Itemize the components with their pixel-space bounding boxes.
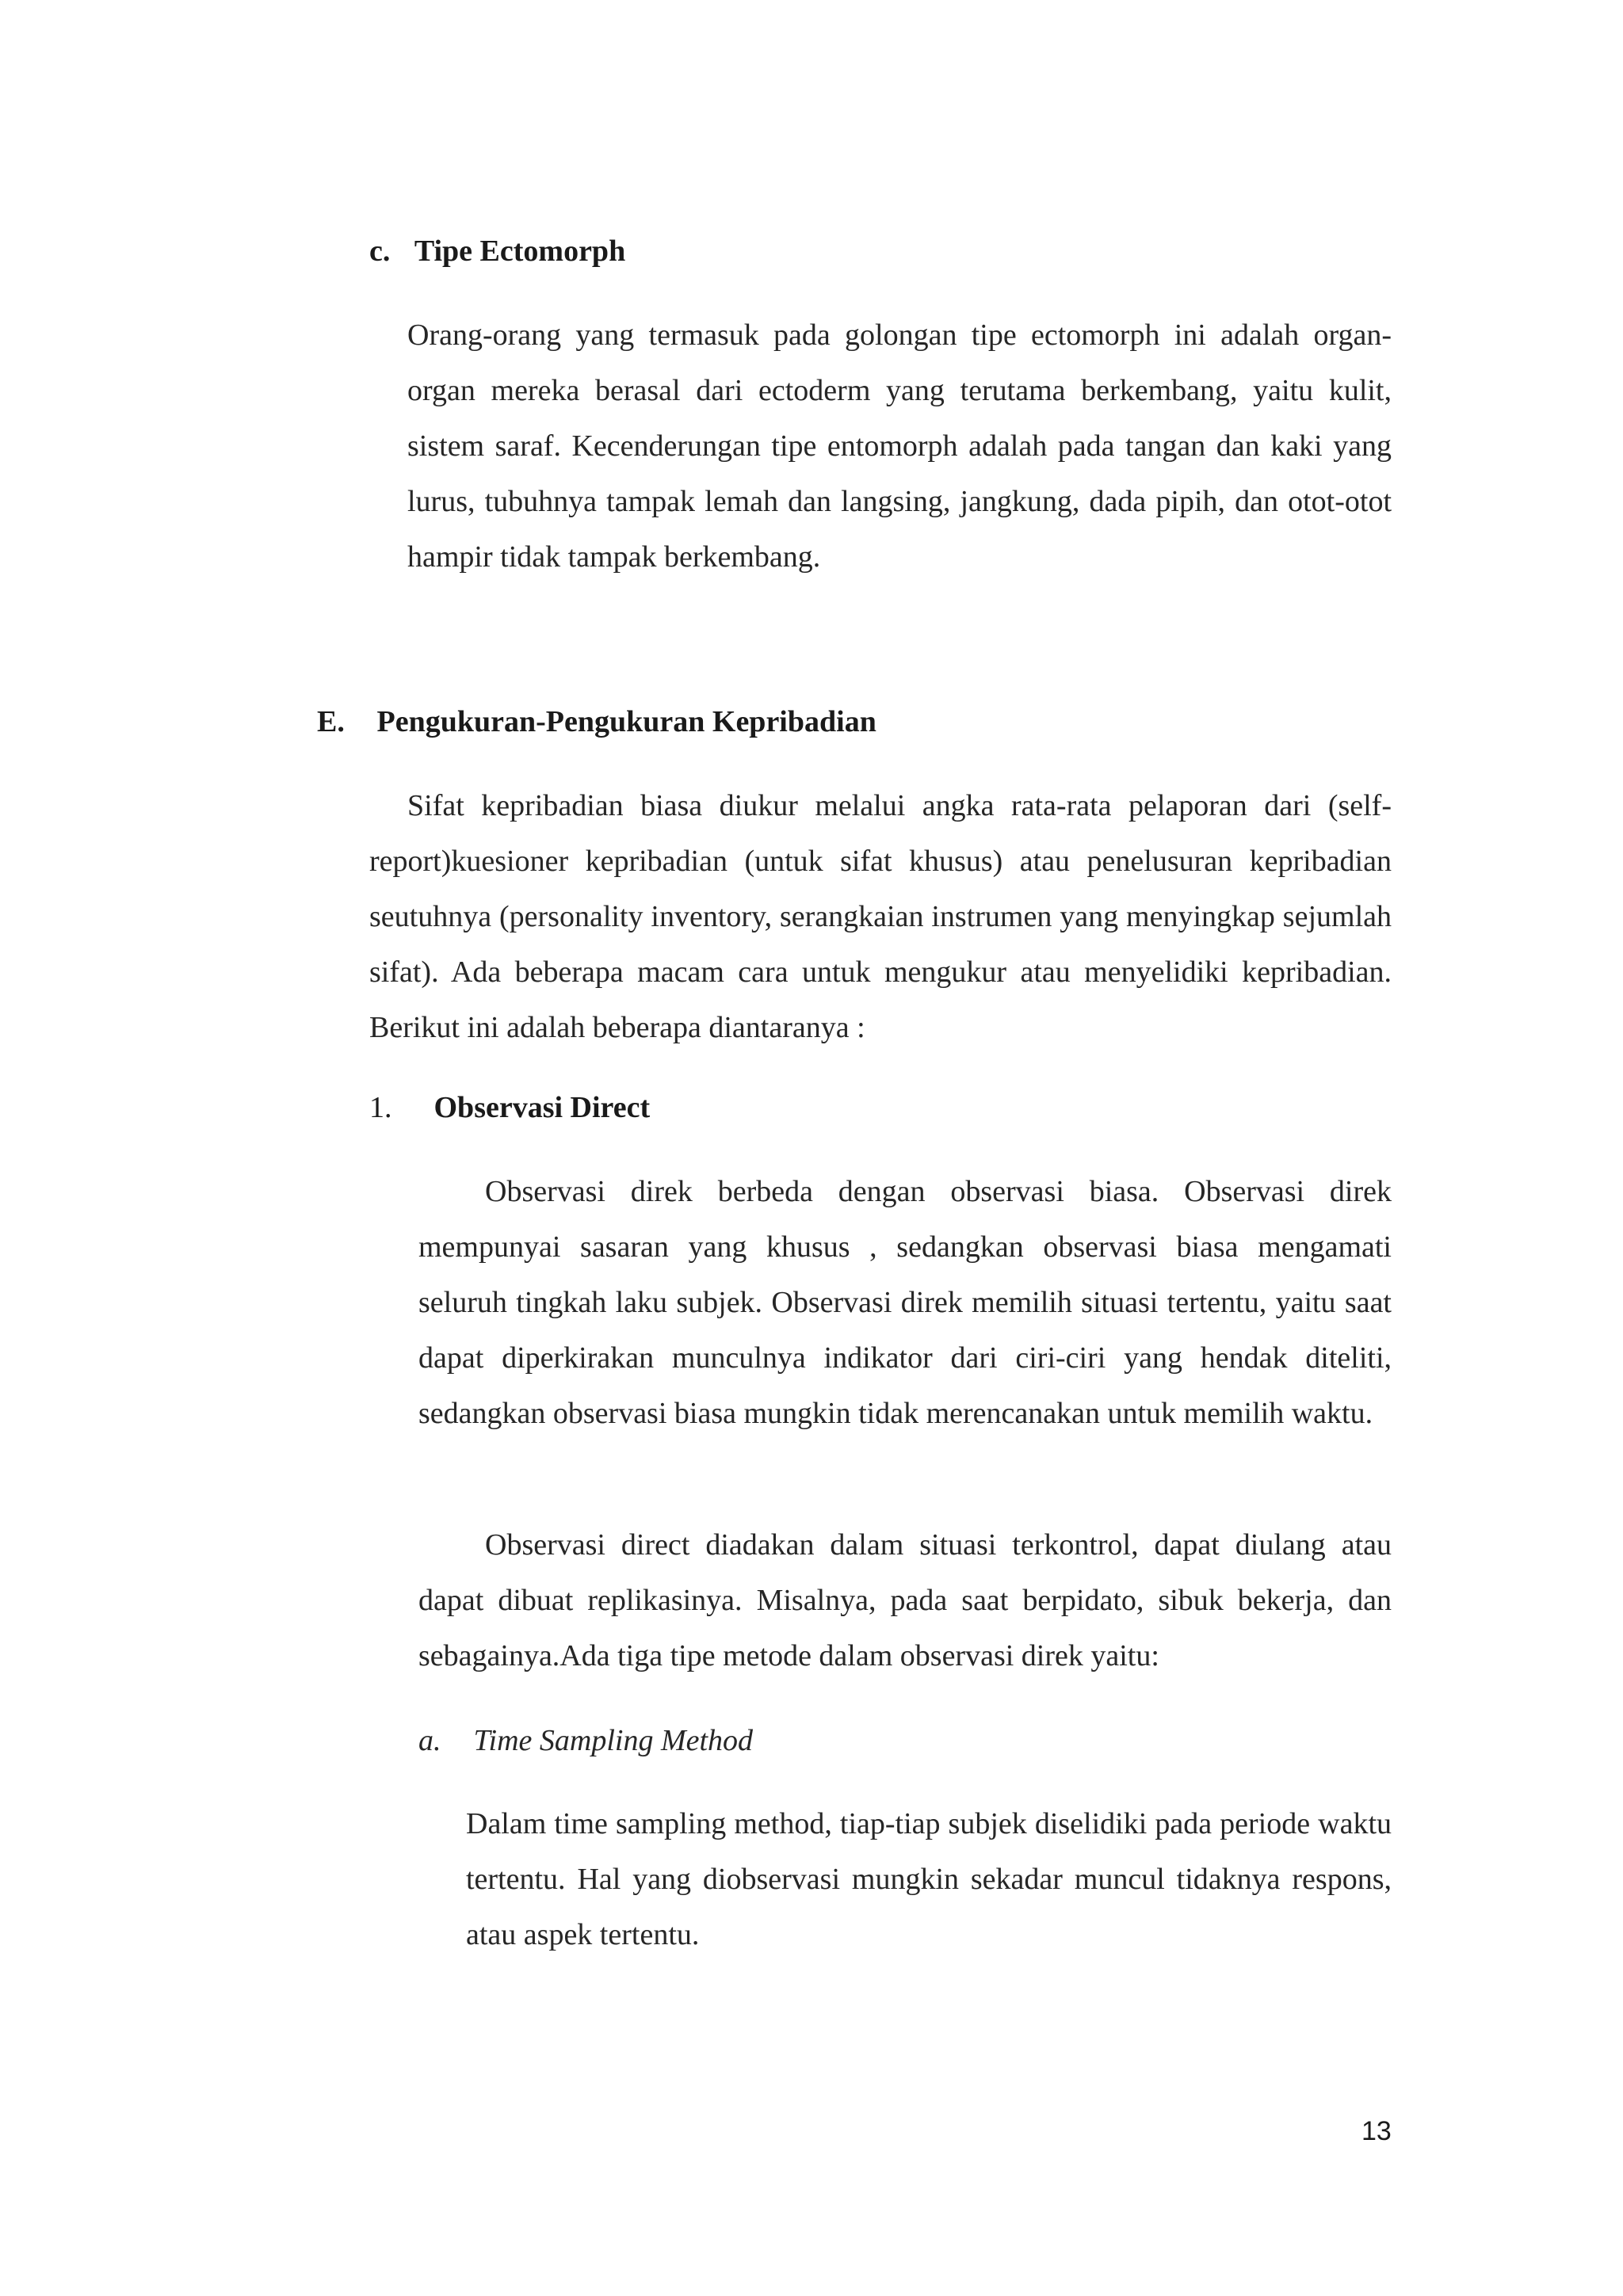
heading-pengukuran-kepribadian (317, 702, 876, 742)
paragraph-time-sampling: Dalam time sampling method, tiap-tiap subjek diselidiki pada periode waktu tertentu. Hal yang diobservasi mungkin sekadar muncul tidaknya respons, atau aspek tertentu. (466, 1807, 1392, 1951)
heading-text: Observasi Direct (433, 1091, 651, 1124)
paragraph-observasi-direk-2: Observasi direct diadakan dalam situasi terkontrol, dapat diulang atau dapat dibuat replikasinya. Misalnya, pada saat berpidato, sibuk bekerja, dan sebagainya.Ada tiga tipe metode dalam observasi direk yaitu: (418, 1528, 1392, 1672)
paragraph-ectomorph: Orang-orang yang termasuk pada golongan tipe ectomorph ini adalah organ-organ mereka berasal dari ectoderm yang terutama berkembang, yaitu kulit, sistem saraf. Kecenderungan tipe entomorph adalah pada tangan dan kaki yang lurus, tubuhnya tampak lemah dan langsing, jangkung, dada pipih, dan otot-otot hampir tidak tampak berkembang. (407, 318, 1392, 574)
heading-marker: c. (369, 235, 391, 268)
heading-observasi-direct (369, 1088, 650, 1127)
list-marker: a. (418, 1724, 441, 1757)
heading-time-sampling-method (418, 1721, 753, 1760)
paragraph-observasi-direk-1: Observasi direk berbeda dengan observasi biasa. Observasi direk mempunyai sasaran yang khusus , sedangkan observasi biasa mengamati seluruh tingkah laku subjek. Observasi direk memilih situasi tertentu, yaitu saat dapat diperkirakan munculnya indikator dari ciri-ciri yang hendak diteliti, sedangkan observasi biasa mungkin tidak merencanakan untuk memilih waktu. (418, 1175, 1392, 1430)
heading-text: Time Sampling Method (473, 1724, 754, 1757)
page-number: 13 (1361, 2116, 1392, 2146)
paragraph-pengukuran: Sifat kepribadian biasa diukur melalui angka rata-rata pelaporan dari (self-report)kuesioner kepribadian (untuk sifat khusus) atau penelusuran kepribadian seutuhnya (personality inventory, serangkaian instrumen yang menyingkap sejumlah sifat). Ada beberapa macam cara untuk mengukur atau menyelidiki kepribadian. Berikut ini adalah beberapa diantaranya : (369, 789, 1392, 1044)
list-marker: 1. (369, 1091, 392, 1124)
heading-text: Pengukuran-Pengukuran Kepribadian (376, 705, 876, 738)
heading-tipe-ectomorph (369, 231, 625, 271)
heading-text: Tipe Ectomorph (414, 235, 626, 268)
heading-marker: E. (317, 705, 345, 738)
